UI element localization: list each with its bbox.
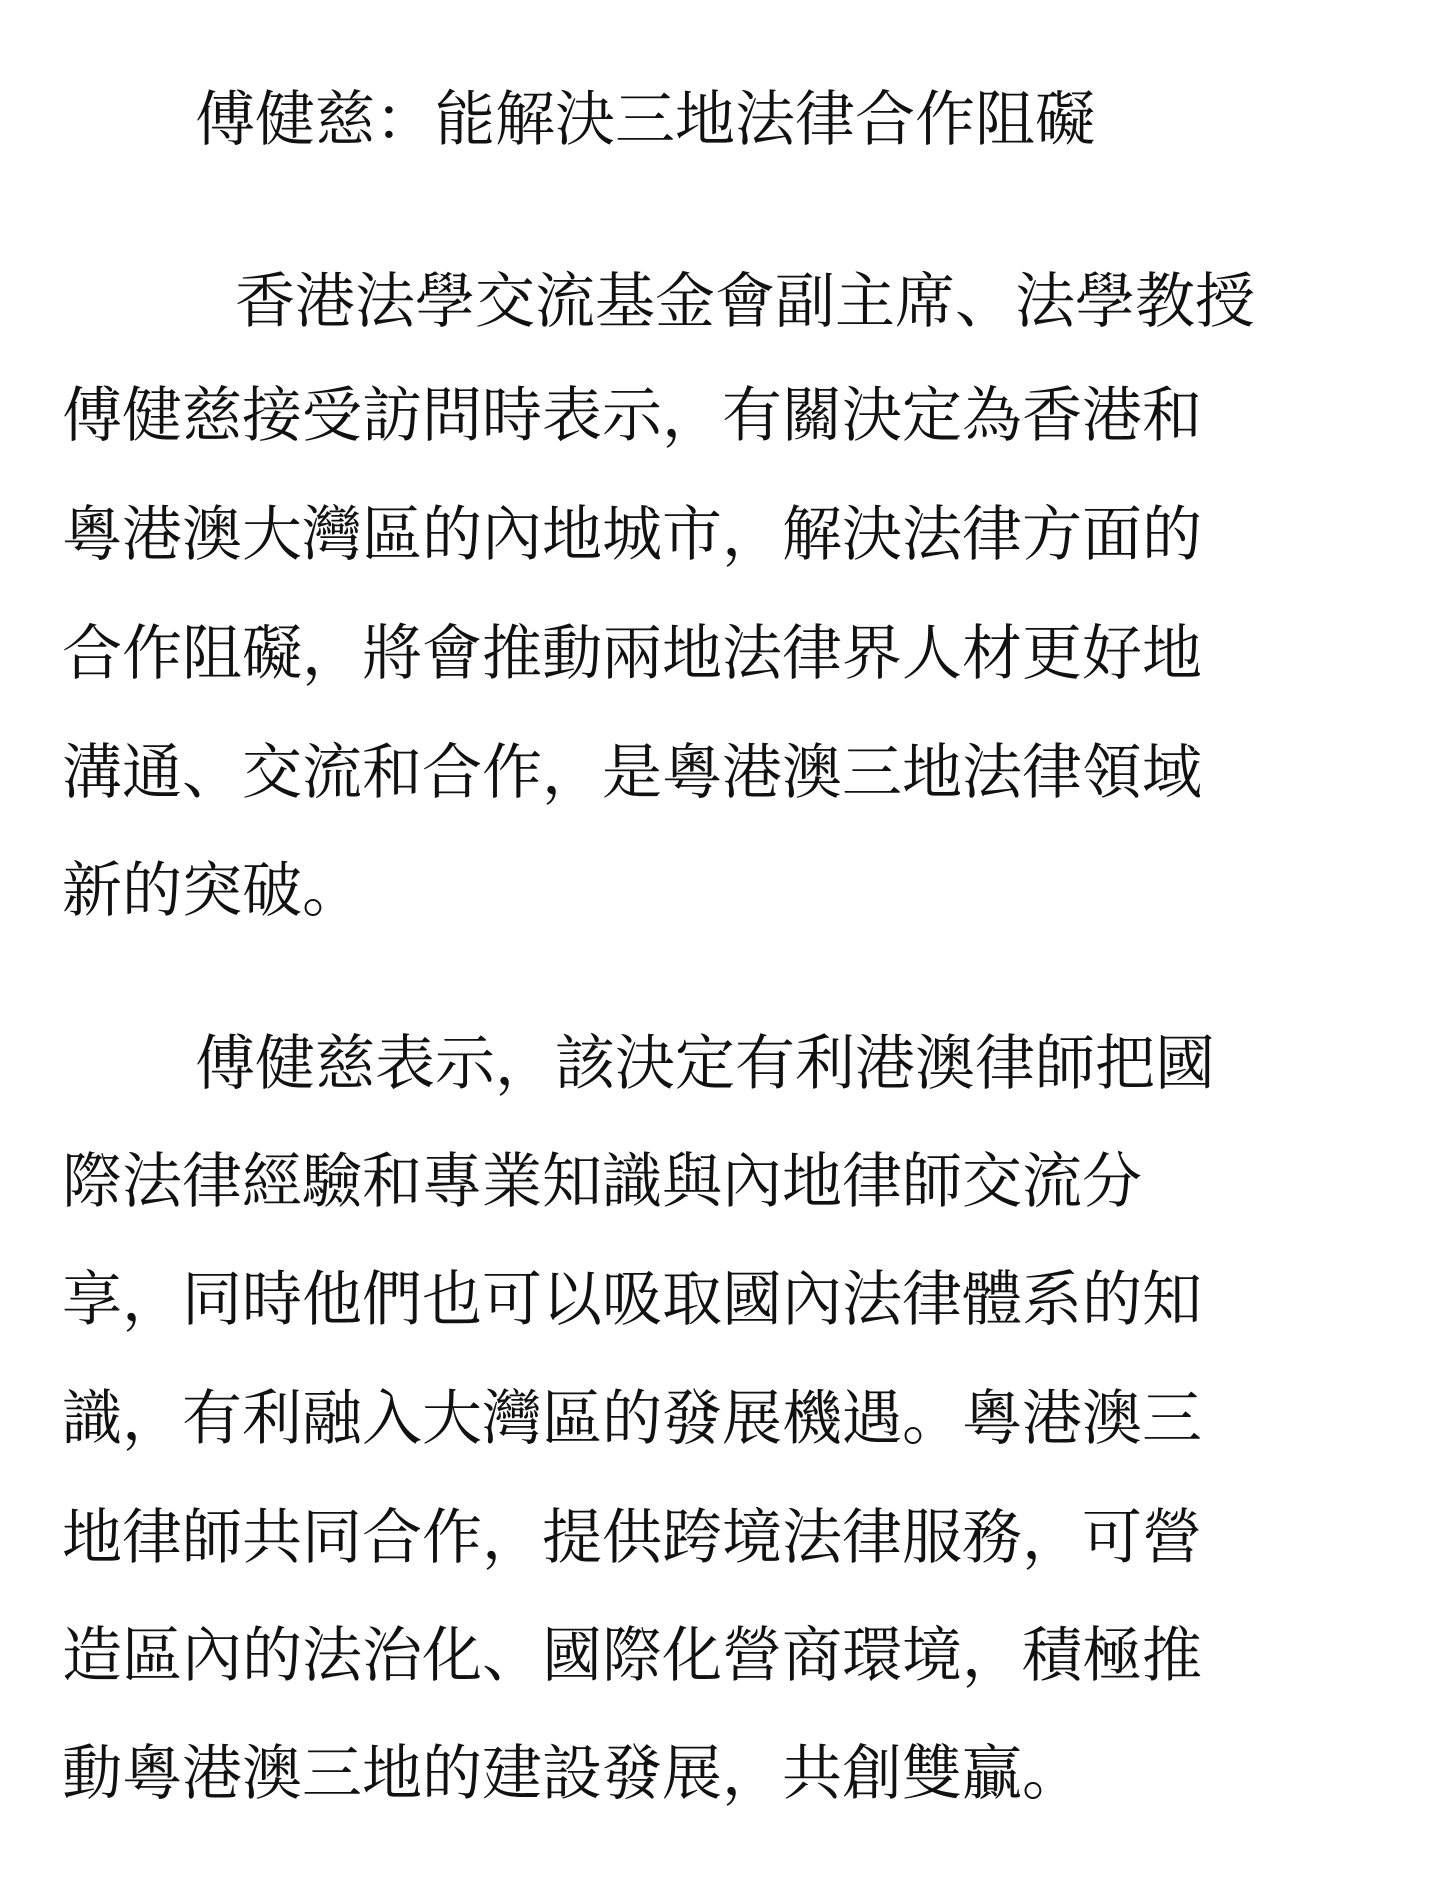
paragraph-line: 合作阻礙，將會推動兩地法律界人材更好地 (62, 619, 1202, 689)
paragraph-line: 香港法學交流基金會副主席、法學教授 (235, 267, 1255, 337)
paragraph-line: 新的突破。 (62, 856, 362, 926)
paragraph-line: 識，有利融入大灣區的發展機遇。粵港澳三 (62, 1384, 1202, 1454)
paragraph-line: 動粵港澳三地的建設發展，共創雙贏。 (62, 1739, 1082, 1809)
paragraph-line: 傅健慈接受訪問時表示，有關決定為香港和 (62, 381, 1202, 451)
article-title: 傅健慈：能解決三地法律合作阻礙 (195, 85, 1095, 155)
paragraph-line: 地律師共同合作，提供跨境法律服務，可營 (62, 1503, 1202, 1573)
paragraph-line: 溝通、交流和合作，是粵港澳三地法律領域 (62, 738, 1202, 808)
paragraph-line: 造區內的法治化、國際化營商環境，積極推 (62, 1621, 1202, 1691)
paragraph-line: 傅健慈表示，該決定有利港澳律師把國 (195, 1029, 1215, 1099)
paragraph-line: 粵港澳大灣區的內地城市，解決法律方面的 (62, 500, 1202, 570)
paragraph-line: 享，同時他們也可以吸取國內法律體系的知 (62, 1265, 1202, 1335)
paragraph-line: 際法律經驗和專業知識與內地律師交流分 (62, 1147, 1142, 1217)
